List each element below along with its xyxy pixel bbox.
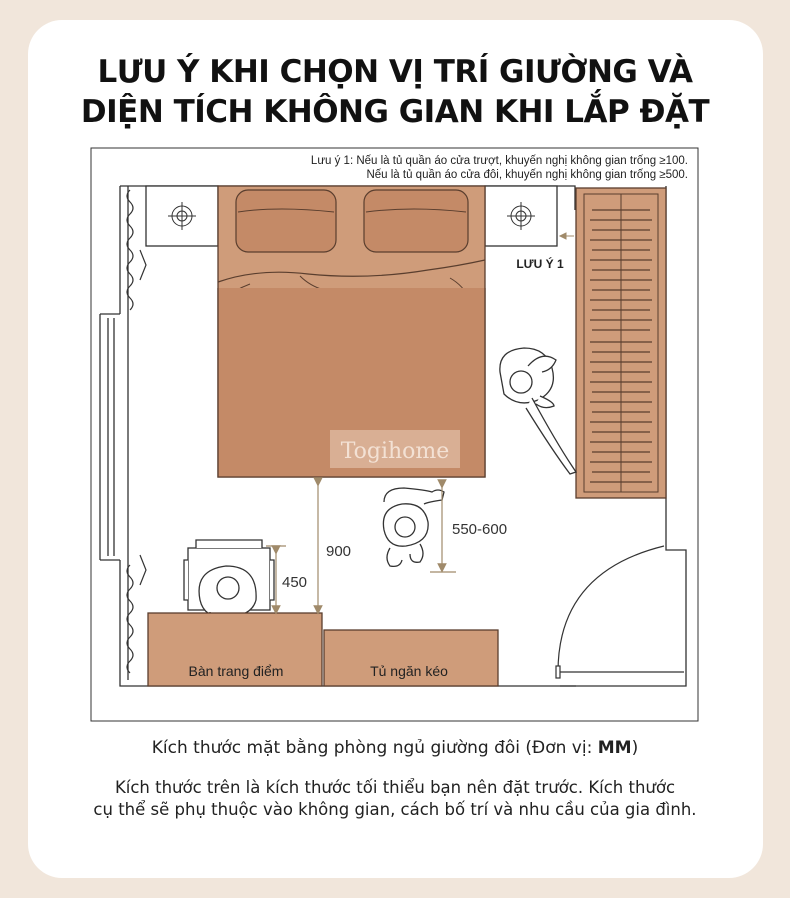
- footnote-line-2: cụ thể sẽ phụ thuộc vào không gian, cách bố trí và nhu cầu của gia đình.: [93, 800, 697, 819]
- drawer-label: Tủ ngăn kéo: [370, 663, 448, 679]
- clearance-marker: [560, 233, 574, 239]
- title-line-2: DIỆN TÍCH KHÔNG GIAN KHI LẮP ĐẶT: [80, 94, 710, 130]
- person-standing-icon: [500, 348, 576, 474]
- caption-unit: MM: [597, 738, 632, 758]
- caption-text: Kích thước mặt bằng phòng ngủ giường đôi (Đơn vị:: [151, 738, 598, 758]
- watermark: Togihome: [340, 439, 450, 464]
- double-bed: [218, 186, 485, 477]
- door: [556, 546, 684, 678]
- diagram-caption: [0, 738, 790, 758]
- nightstand-right: [485, 186, 557, 246]
- dimension-550-600: 550-600: [452, 521, 508, 538]
- footnote: [60, 777, 730, 821]
- person-walking-icon: [383, 488, 444, 566]
- diagram-note-line-1: Lưu ý 1: Nếu là tủ quần áo cửa trượt, khuyến nghị không gian trống ≥100.: [310, 155, 688, 167]
- nightstand-left: [146, 186, 218, 246]
- vanity-label: Bàn trang điểm: [188, 663, 284, 679]
- dimension-450: 450: [282, 574, 308, 591]
- note-marker-label: LƯU Ý 1: [516, 257, 564, 271]
- curtain-icon: [127, 190, 146, 673]
- wardrobe: [576, 188, 666, 498]
- dimension-900: 900: [326, 543, 352, 560]
- title-line-1: LƯU Ý KHI CHỌN VỊ TRÍ GIƯỜNG VÀ: [97, 54, 693, 90]
- diagram-note-line-2: Nếu là tủ quần áo cửa đôi, khuyến nghị không gian trống ≥500.: [366, 169, 688, 181]
- caption-close: ): [631, 738, 639, 758]
- footnote-line-1: Kích thước trên là kích thước tối thiểu bạn nên đặt trước. Kích thước: [114, 778, 676, 797]
